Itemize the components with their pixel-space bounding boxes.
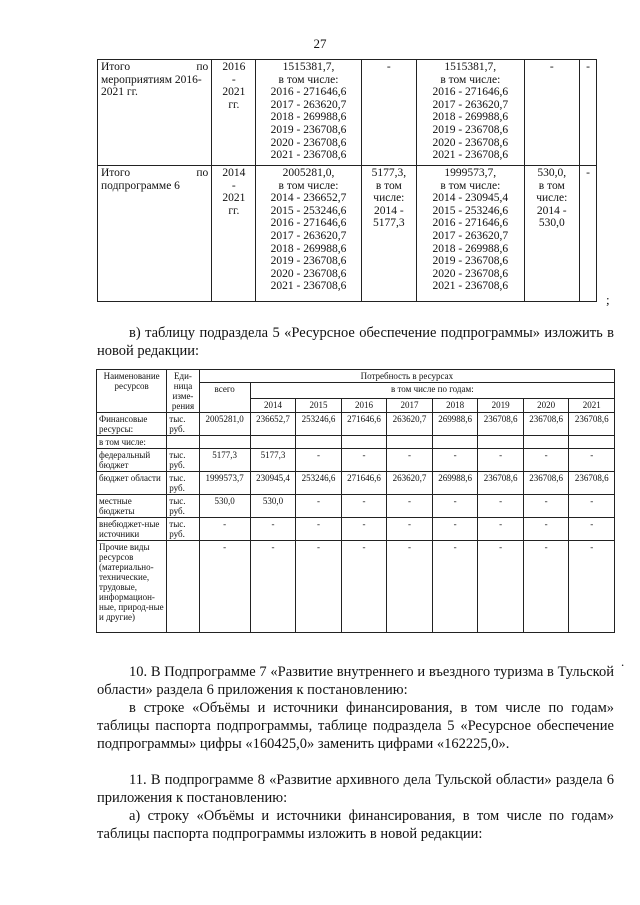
cell-year-value: 271646,6 [341,472,387,495]
extra-line: - [586,61,590,73]
years-line: 2021 [222,192,246,205]
paragraph-v: в) таблицу подраздела 5 «Ресурсное обеспечение подпрограммы» изложить в новой редакции: [97,325,614,359]
years-line: - [231,179,236,192]
cell-year-value [296,436,342,449]
cell-extra [579,60,596,166]
cell-year-value: 236708,6 [478,472,524,495]
total-line: 1515381,7, [282,61,335,73]
cell-year-value: - [569,495,615,518]
cell-year-value: - [341,541,387,633]
total-line: 2020 - 236708,6 [270,267,347,280]
cell-resource-name: внебюджет-ные источники [97,518,167,541]
cell-year-value: 530,0 [250,495,296,518]
cell-total: 1999573,7 [199,472,250,495]
cell-local [524,166,579,302]
total-line: 2015 - 253246,6 [270,204,347,217]
table-row [97,436,615,449]
cell-year-value: - [250,518,296,541]
name-word: по [196,61,209,73]
header-total: всего [199,383,250,413]
regional-line: 1515381,7, [444,61,497,73]
cell-resource-name: в том числе: [97,436,167,449]
cell-name [98,60,212,166]
regional-line: 1999573,7, [444,167,497,179]
years-line: гг. [228,98,240,111]
table-row [97,449,615,472]
cell-year-value: - [387,518,433,541]
local-line: 530,0, [537,167,567,179]
trailing-semicolon: ; [606,292,610,307]
header-resource-name: Наименование ресурсов [97,370,167,413]
regional-line: 2018 - 269988,6 [432,111,509,124]
cell-year-value: - [569,449,615,472]
cell-year-value: 236708,6 [478,413,524,436]
name-line: мероприятиям 2016-2021 гг. [101,73,202,99]
regional-line: 2017 - 263620,7 [432,98,509,111]
header-year: 2017 [387,399,433,413]
cell-year-value: 263620,7 [387,413,433,436]
cell-total [199,436,250,449]
cell-year-value: 236652,7 [250,413,296,436]
cell-year-value: - [478,541,524,633]
cell-year-value: - [296,518,342,541]
cell-year-value: - [296,449,342,472]
header-year: 2021 [569,399,615,413]
cell-federal [361,166,416,302]
regional-line: 2017 - 263620,7 [432,229,509,242]
name-word: Итого [101,61,131,73]
header-year: 2020 [523,399,569,413]
cell-year-value: 269988,6 [432,413,478,436]
regional-line: 2019 - 236708,6 [432,123,509,136]
federal-line: в том [375,179,402,192]
cell-resource-name: федеральный бюджет [97,449,167,472]
trailing-dot: . [621,654,625,669]
cell-years [212,60,256,166]
cell-year-value: - [387,495,433,518]
cell-extra [579,166,596,302]
years-line: гг. [228,204,240,217]
name-line: подпрограмме 6 [101,179,180,192]
header-year: 2018 [432,399,478,413]
regional-line: 2020 - 236708,6 [432,267,509,280]
cell-total [256,166,361,302]
name-line [101,167,208,180]
cell-year-value: 230945,4 [250,472,296,495]
cell-year-value: - [341,449,387,472]
local-line: 530,0 [538,217,565,230]
total-line: 2016 - 271646,6 [270,217,347,230]
table-row [97,472,615,495]
name-word: по [196,167,209,179]
table-row [97,518,615,541]
header-year: 2014 [250,399,296,413]
local-line: - [549,61,554,73]
table-row [98,166,597,302]
cell-unit: тыс. руб. [167,518,199,541]
cell-resource-name: Прочие виды ресурсов (материально-технические, трудовые, информацион-ные, природ-ные и другие) [97,541,167,633]
cell-year-value: - [387,541,433,633]
federal-line: 2014 - [373,204,404,217]
resource-table [96,369,615,633]
cell-year-value: - [523,518,569,541]
cell-resource-name: бюджет области [97,472,167,495]
cell-year-value: - [569,541,615,633]
cell-regional [417,166,524,302]
paragraph-11b: а) строку «Объёмы и источники финансирования, в том числе по годам» таблицы паспорта подпрограммы изложить в новой редакции: [97,808,614,842]
cell-year-value: 263620,7 [387,472,433,495]
cell-name [98,166,212,302]
cell-year-value: - [523,495,569,518]
regional-line: 2019 - 236708,6 [432,255,509,268]
cell-year-value: 253246,6 [296,413,342,436]
header-need: Потребность в ресурсах [199,370,614,383]
cell-total [256,60,361,166]
table-row [97,495,615,518]
cell-year-value: - [341,495,387,518]
cell-year-value: 236708,6 [523,472,569,495]
cell-unit: тыс. руб. [167,495,199,518]
cell-unit [167,541,199,633]
total-line: 2014 - 236652,7 [270,192,347,205]
years-line: 2014 [222,167,246,179]
cell-year-value [341,436,387,449]
table-row [98,60,597,166]
cell-year-value [250,436,296,449]
cell-federal [361,60,416,166]
cell-year-value: 269988,6 [432,472,478,495]
cell-year-value: - [523,541,569,633]
table-row [97,413,615,436]
regional-line: 2016 - 271646,6 [432,86,509,99]
local-line: числе: [536,192,568,205]
cell-year-value: - [432,495,478,518]
cell-year-value: 236708,6 [569,472,615,495]
regional-line: 2020 - 236708,6 [432,136,509,149]
header-unit: Еди-ница изме-рения [167,370,199,413]
cell-resource-name: местные бюджеты [97,495,167,518]
cell-year-value [569,436,615,449]
cell-year-value: 236708,6 [569,413,615,436]
cell-year-value: 271646,6 [341,413,387,436]
cell-year-value: - [523,449,569,472]
years-line: 2021 [222,86,246,99]
total-line: 2019 - 236708,6 [270,123,347,136]
header-year: 2019 [478,399,524,413]
header-year: 2015 [296,399,342,413]
cell-year-value: - [387,449,433,472]
total-line: в том числе: [278,73,339,86]
cell-unit: тыс. руб. [167,449,199,472]
cell-year-value: - [296,541,342,633]
regional-line: в том числе: [440,73,501,86]
cell-year-value: 236708,6 [523,413,569,436]
total-line: 2017 - 263620,7 [270,98,347,111]
cell-year-value [387,436,433,449]
cell-unit: тыс. руб. [167,472,199,495]
cell-year-value: - [432,541,478,633]
cell-total: - [199,541,250,633]
federal-line: - [386,61,391,73]
name-word: Итого [101,167,131,179]
paragraph-10b: в строке «Объёмы и источники финансирования, в том числе по годам» таблицы паспорта подпрограммы, таблице подраздела 5 «Ресурсное обеспечение подпрограммы» цифры «160425,0» заменить цифрами «162225,0». [97,700,614,752]
total-line: 2019 - 236708,6 [270,255,347,268]
total-line: 2021 - 236708,6 [270,149,347,162]
cell-total: - [199,518,250,541]
cell-year-value: - [341,518,387,541]
cell-year-value: 5177,3 [250,449,296,472]
total-line: 2021 - 236708,6 [270,280,347,293]
paragraph-10a: 10. В Подпрограмме 7 «Развитие внутреннего и въездного туризма в Тульской области» раздела 6 приложения к постановлению: [97,664,614,698]
local-line: в том [538,179,565,192]
header-year: 2016 [341,399,387,413]
cell-unit: тыс. руб. [167,413,199,436]
name-line [101,61,208,74]
regional-line: 2021 - 236708,6 [432,149,509,162]
years-line: 2016 [222,61,246,73]
cell-year-value: - [569,518,615,541]
federal-line: 5177,3 [373,217,405,230]
total-line: 2020 - 236708,6 [270,136,347,149]
cell-year-value: - [432,518,478,541]
total-line: 2005281,0, [282,167,335,179]
cell-year-value: - [478,449,524,472]
local-line: 2014 - [536,204,567,217]
cell-total: 530,0 [199,495,250,518]
extra-line: - [586,167,590,179]
regional-line: 2015 - 253246,6 [432,204,509,217]
table-row [97,541,615,633]
cell-unit [167,436,199,449]
regional-line: 2021 - 236708,6 [432,280,509,293]
federal-line: 5177,3, [371,167,407,179]
cell-year-value [478,436,524,449]
paragraph-11a: 11. В подпрограмме 8 «Развитие архивного дела Тульской области» раздела 6 приложения к постановлению: [97,772,614,806]
header-by-year: в том числе по годам: [250,383,614,399]
cell-years [212,166,256,302]
total-line: 2017 - 263620,7 [270,229,347,242]
regional-line: 2018 - 269988,6 [432,242,509,255]
years-line: - [231,73,236,86]
regional-line: 2014 - 230945,4 [432,192,509,205]
regional-line: в том числе: [440,179,501,192]
federal-line: числе: [373,192,405,205]
cell-year-value: - [250,541,296,633]
cell-year-value: 253246,6 [296,472,342,495]
total-line: 2018 - 269988,6 [270,242,347,255]
cell-year-value: - [478,495,524,518]
cell-total: 2005281,0 [199,413,250,436]
cell-year-value [432,436,478,449]
total-line: в том числе: [278,179,339,192]
total-line: 2018 - 269988,6 [270,111,347,124]
cell-year-value: - [296,495,342,518]
page-number: 27 [313,36,327,51]
cell-year-value: - [478,518,524,541]
cell-local [524,60,579,166]
subprogram-total-table [97,59,597,302]
cell-regional [417,60,524,166]
cell-resource-name: Финансовые ресурсы: [97,413,167,436]
cell-year-value: - [432,449,478,472]
total-line: 2016 - 271646,6 [270,86,347,99]
regional-line: 2016 - 271646,6 [432,217,509,230]
cell-total: 5177,3 [199,449,250,472]
cell-year-value [523,436,569,449]
